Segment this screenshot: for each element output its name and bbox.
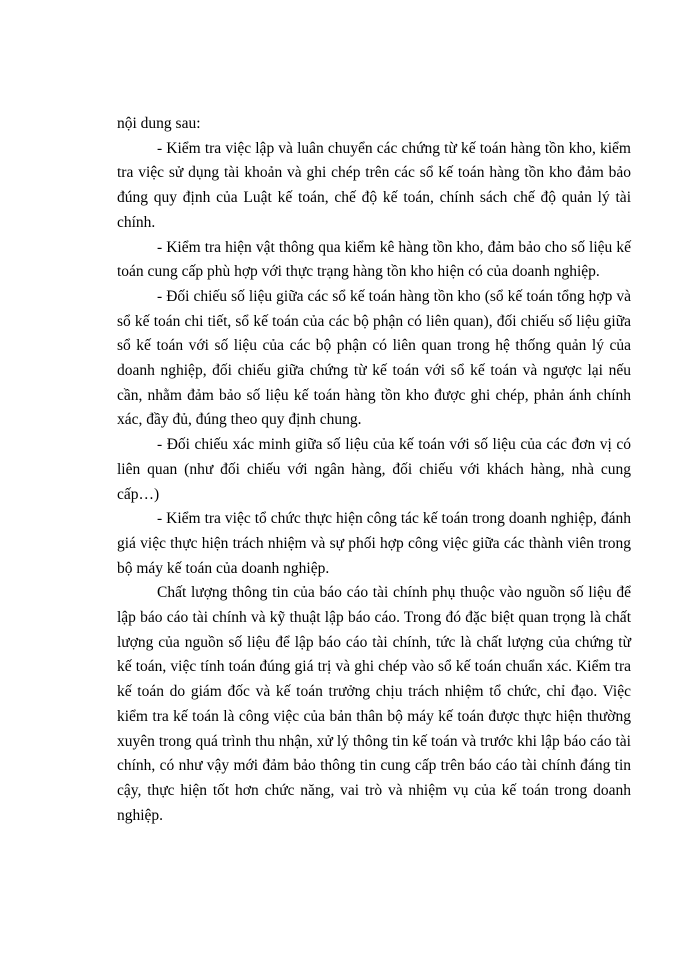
- document-body: [117, 112, 631, 828]
- paragraph-check-inventory: - Kiểm tra hiện vật thông qua kiểm kê hàng tồn kho, đảm bảo cho số liệu kế toán cung cấp phù hợp với thực trạng hàng tồn kho hiện có của doanh nghiệp.: [117, 238, 631, 281]
- paragraph-report-quality: Chất lượng thông tin của báo cáo tài chính phụ thuộc vào nguồn số liệu để lập báo cáo tài chính và kỹ thuật lập báo cáo. Trong đó đặc biệt quan trọng là chất lượng của nguồn số liệu để lập báo cáo tài chính, tức là chất lượng của chứng từ kế toán, việc tính toán đúng giá trị và ghi chép vào sổ kế toán chuẩn xác. Kiểm tra kế toán do giám đốc và kế toán trưởng chịu trách nhiệm tổ chức, chỉ đạo. Việc kiểm tra kế toán là công việc của bản thân bộ máy kế toán được thực hiện thường xuyên trong quá trình thu nhận, xử lý thông tin kế toán và trước khi lập báo cáo tài chính, có như vậy mới đảm bảo thông tin cung cấp trên báo cáo tài chính đáng tin cậy, thực hiện tốt hơn chức năng, vai trò và nhiệm vụ của kế toán trong doanh nghiệp.: [117, 584, 631, 824]
- paragraph-intro: nội dung sau:: [117, 115, 201, 132]
- paragraph-verify-external: - Đối chiếu xác minh giữa số liệu của kế toán với số liệu của các đơn vị có liên quan (như đối chiếu với ngân hàng, đối chiếu với khách hàng, nhà cung cấp…): [117, 436, 631, 503]
- paragraph-reconcile-ledgers: - Đối chiếu số liệu giữa các sổ kế toán hàng tồn kho (sổ kế toán tổng hợp và sổ kế toán chi tiết, sổ kế toán của các bộ phận có liên quan), đối chiếu số liệu giữa sổ kế toán với số liệu của các bộ phận có liên quan trong hệ thống quản lý của doanh nghiệp, đối chiếu giữa chứng từ kế toán với sổ kế toán và ngược lại nếu cần, nhằm đảm bảo số liệu kế toán hàng tồn kho được ghi chép, phản ánh chính xác, đầy đủ, đúng theo quy định chung.: [117, 287, 631, 429]
- paragraph-check-vouchers: - Kiểm tra việc lập và luân chuyển các chứng từ kế toán hàng tồn kho, kiểm tra việc sử dụng tài khoản và ghi chép trên các sổ kế toán hàng tồn kho đảm bảo đúng quy định của Luật kế toán, chế độ kế toán, chính sách chế độ quản lý tài chính.: [117, 139, 631, 231]
- paragraph-check-organization: - Kiểm tra việc tổ chức thực hiện công tác kế toán trong doanh nghiệp, đánh giá việc thực hiện trách nhiệm và sự phối hợp công việc giữa các thành viên trong bộ máy kế toán của doanh nghiệp.: [117, 510, 631, 577]
